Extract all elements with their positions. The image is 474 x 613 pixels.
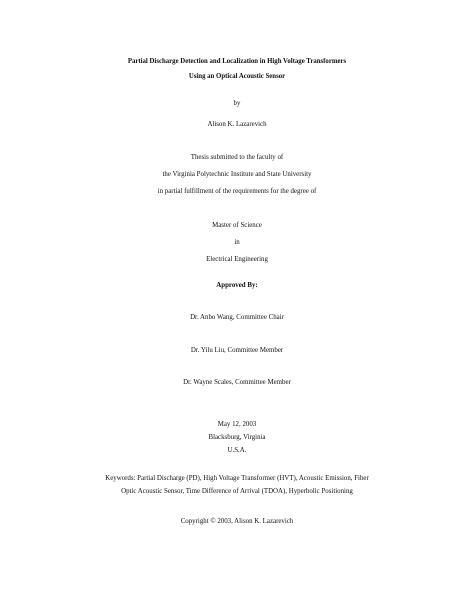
- degree-in: in: [234, 239, 240, 246]
- keywords-line-2: Optic Acoustic Sensor, Time Difference of Arrival (TDOA), Hyperbolic Positioning: [121, 488, 353, 495]
- location-country: U.S.A.: [227, 447, 247, 454]
- approved-by-heading: Approved By:: [216, 282, 258, 289]
- submission-line-1: Thesis submitted to the faculty of: [190, 154, 284, 161]
- keywords-line-1: Keywords: Partial Discharge (PD), High Voltage Transformer (HVT), Acoustic Emission, Fiber: [105, 475, 369, 482]
- thesis-title-line-1: Partial Discharge Detection and Localization in High Voltage Transformers: [127, 58, 347, 65]
- location-city: Blacksburg, Virginia: [208, 434, 266, 441]
- copyright-notice: Copyright © 2003, Alison K. Lazarevich: [180, 518, 294, 525]
- degree-name: Master of Science: [212, 222, 262, 229]
- degree-field: Electrical Engineering: [206, 256, 268, 263]
- committee-member-2: Dr. Wayne Scales, Committee Member: [183, 379, 291, 386]
- submission-line-3: in partial fulfillment of the requirements for the degree of: [157, 188, 317, 195]
- committee-member-1: Dr. Yilu Liu, Committee Member: [190, 347, 284, 354]
- submission-line-2: the Virginia Polytechnic Institute and State University: [162, 171, 312, 178]
- author-name: Alison K. Lazarevich: [207, 121, 267, 128]
- thesis-title-line-2: Using an Optical Acoustic Sensor: [188, 73, 286, 80]
- by-label: by: [233, 100, 241, 107]
- committee-chair: Dr. Anbo Wang, Committee Chair: [190, 314, 284, 321]
- submission-date: May 12, 2003: [217, 421, 257, 428]
